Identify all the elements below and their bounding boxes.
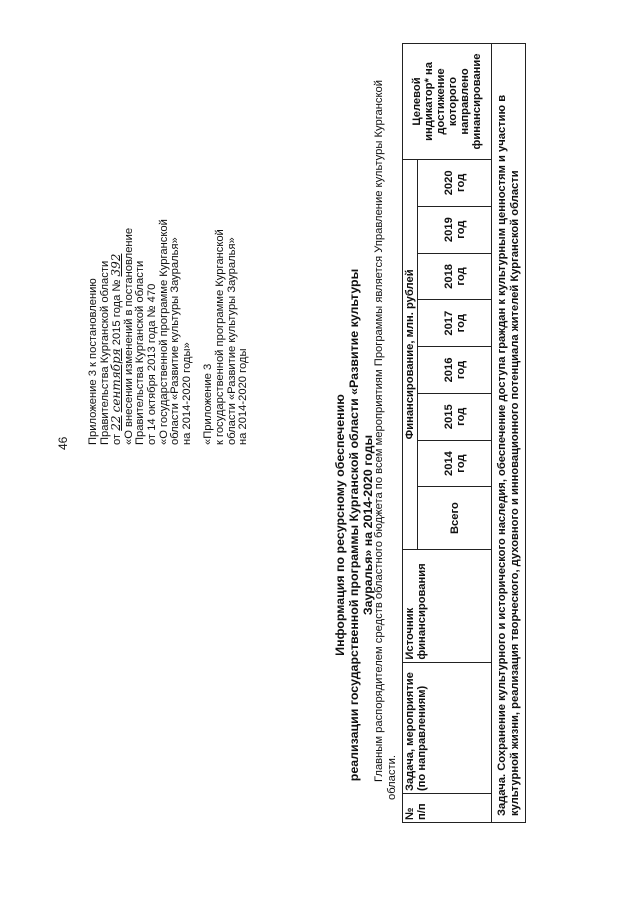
appendix-line: Правительства Курганской области xyxy=(134,260,147,445)
header-year: 2014 год xyxy=(418,440,492,487)
date-middle: 2015 года № xyxy=(111,279,124,346)
header-task: Задача, мероприятие (по направлениям) xyxy=(403,662,492,793)
appendix-line: Приложение 3 к постановлению xyxy=(87,278,99,445)
intro-paragraph: Главным распорядителем средств областного бюджета по всем мероприятиям Программы является Управление культуры Курганской области. xyxy=(373,79,398,800)
table-row xyxy=(492,44,526,823)
appendix-line: от 14 октября 2013 года № 470 xyxy=(145,283,158,445)
header-year: 2015 год xyxy=(418,393,492,440)
appendix-sub xyxy=(203,115,249,445)
title-line-2: реализации государственной программы Курганской области «Развитие культуры Зауралья» на 2014-2020 годы xyxy=(347,268,375,782)
handwritten-month: сентября xyxy=(109,348,124,413)
appendix-line: на 2014-2020 годы» xyxy=(180,342,193,445)
task-cell: Задача. Сохранение культурного и исторического наследия, обеспечение доступа граждан к культурным ценностям и участию в культурной жизни, реализация творческого, духовного и инновационного потенциала жителей Курганской области xyxy=(492,44,526,823)
header-year: 2018 год xyxy=(418,253,492,300)
header-year: 2019 год xyxy=(418,206,492,253)
title-line-1: Информация по ресурсному обеспечению xyxy=(333,394,347,656)
appendix-sub-line: к государственной программе Курганской xyxy=(213,229,226,445)
appendix-header xyxy=(88,115,250,445)
appendix-line: Правительства Курганской области xyxy=(98,260,111,445)
header-num: № п/п xyxy=(403,794,492,823)
appendix-sub-line: на 2014-2020 годы xyxy=(237,348,250,445)
header-indicator: Целевой индикатор* на достижение которого направлено финансирование xyxy=(403,44,492,160)
appendix-line: «О внесении изменений в постановление xyxy=(122,227,135,445)
header-total: Всего xyxy=(418,487,492,549)
table-header-row xyxy=(403,44,418,823)
financing-table xyxy=(402,43,526,823)
appendix-date-line xyxy=(111,115,124,445)
page-number: 46 xyxy=(56,436,70,450)
header-year: 2017 год xyxy=(418,300,492,347)
date-prefix: от xyxy=(111,433,124,445)
appendix-sub-line: области «Развитие культуры Зауралья» xyxy=(225,237,238,445)
appendix-sub-line: «Приложение 3 xyxy=(202,363,215,445)
appendix-line: «О государственной программе Курганской xyxy=(157,219,170,445)
document-title xyxy=(333,245,375,805)
header-financing: Финансирование, млн. рублей xyxy=(403,159,418,549)
header-year: 2016 год xyxy=(418,347,492,394)
appendix-line: области «Развитие культуры Зауралья» xyxy=(169,237,182,445)
handwritten-number: 392 xyxy=(109,253,124,277)
handwritten-day: 22 xyxy=(109,415,124,431)
header-year: 2020 год xyxy=(418,159,492,206)
header-source: Источник финансирования xyxy=(403,549,492,662)
